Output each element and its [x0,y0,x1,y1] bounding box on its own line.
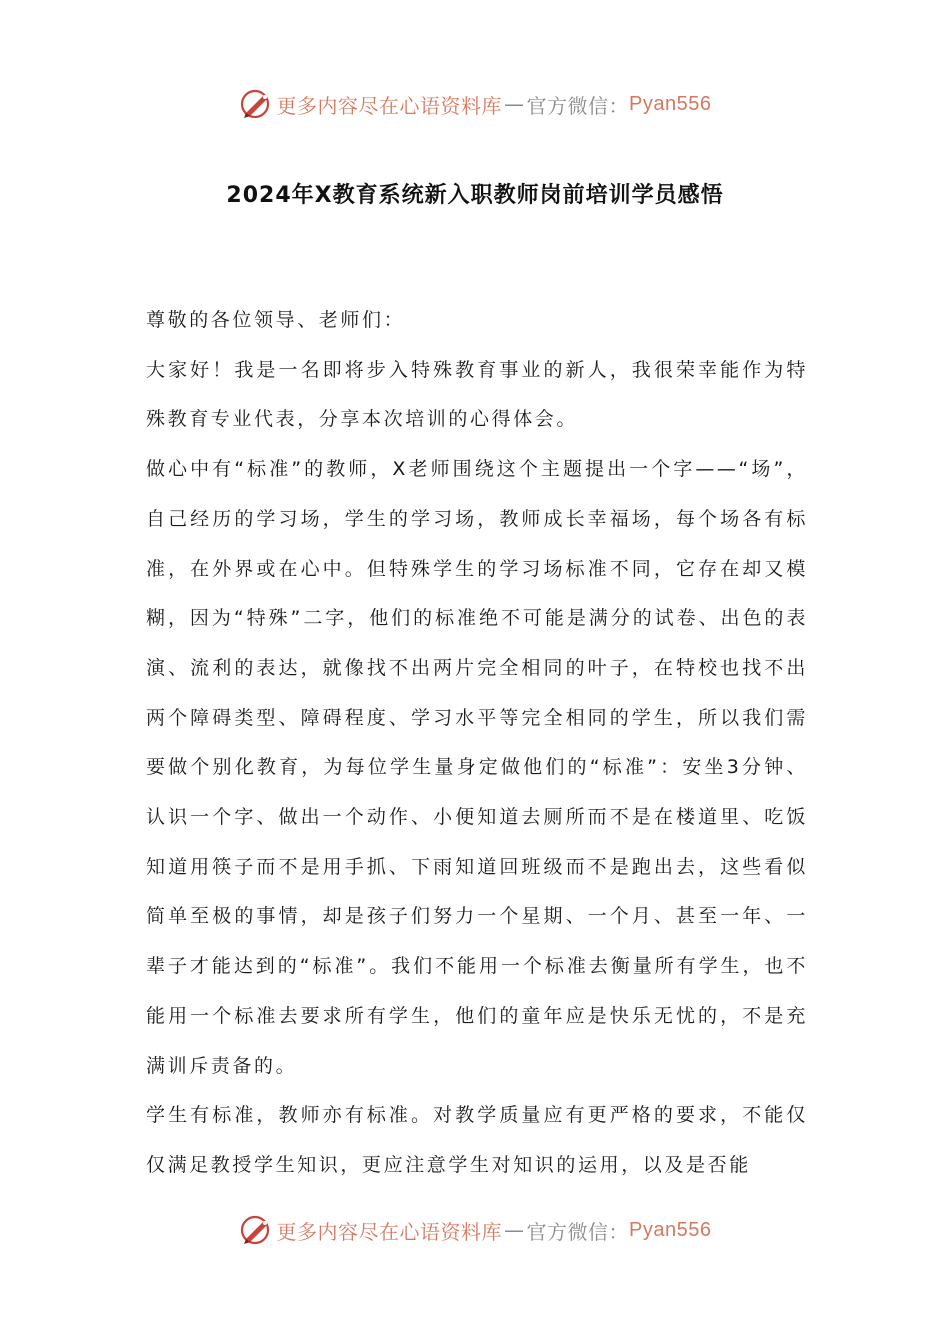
banner-text: 更多内容尽在心语资料库 [276,1219,503,1244]
body-paragraph: 大家好！我是一名即将步入特殊教育事业的新人，我很荣幸能作为特殊教育专业代表，分享本次培训的心得体会。 [146,358,808,431]
banner-wechat-id: Pyan556 [629,92,712,115]
banner-separator: — [504,92,525,116]
footer-banner [0,1210,950,1250]
banner-wechat-id: Pyan556 [629,1218,712,1241]
body-paragraph: 做心中有“标准”的教师，X老师围绕这个主题提出一个字——“场”，自己经历的学习场，学生的学习场，教师成长幸福场，每个场各有标准，在外界或在心中。但特殊学生的学习场标准不同，它存在却又模糊，因为“特殊”二字，他们的标准绝不可能是满分的试卷、出色的表演、流利的表达，就像找不出两片完全相同的叶子，在特校也找不出两个障碍类型、障碍程度、学习水平等完全相同的学生，所以我们需要做个别化教育，为每位学生量身定做他们的“标准”：安坐3分钟、认识一个字、做出一个动作、小便知道去厕所而不是在楼道里、吃饭知道用筷子而不是用手抓、下雨知道回班级而不是跑出去，这些看似简单至极的事情，却是孩子们努力一个星期、一个月、甚至一年、一辈子才能达到的“标准”。我们不能用一个标准去衡量所有学生，也不能用一个标准去要求所有学生，他们的童年应是快乐无忧的，不是充满训斥责备的。 [146,458,808,1077]
banner-wechat-label: 官方微信： [526,1219,630,1244]
body-paragraph: 学生有标准，教师亦有标准。对教学质量应有更严格的要求，不能仅仅满足教授学生知识，更应注意学生对知识的运用，以及是否能 [146,1104,808,1176]
banner-text: 更多内容尽在心语资料库 [276,93,503,118]
document-body [146,296,808,1191]
banner-separator: — [504,1218,525,1242]
pen-logo-icon [239,87,273,121]
banner-wechat-label: 官方微信： [526,93,630,118]
salutation-paragraph: 尊敬的各位领导、老师们： [146,309,406,331]
document-title: 2024年X教育系统新入职教师岗前培训学员感悟 [226,183,724,208]
header-banner [0,84,950,124]
pen-logo-icon [239,1213,273,1247]
